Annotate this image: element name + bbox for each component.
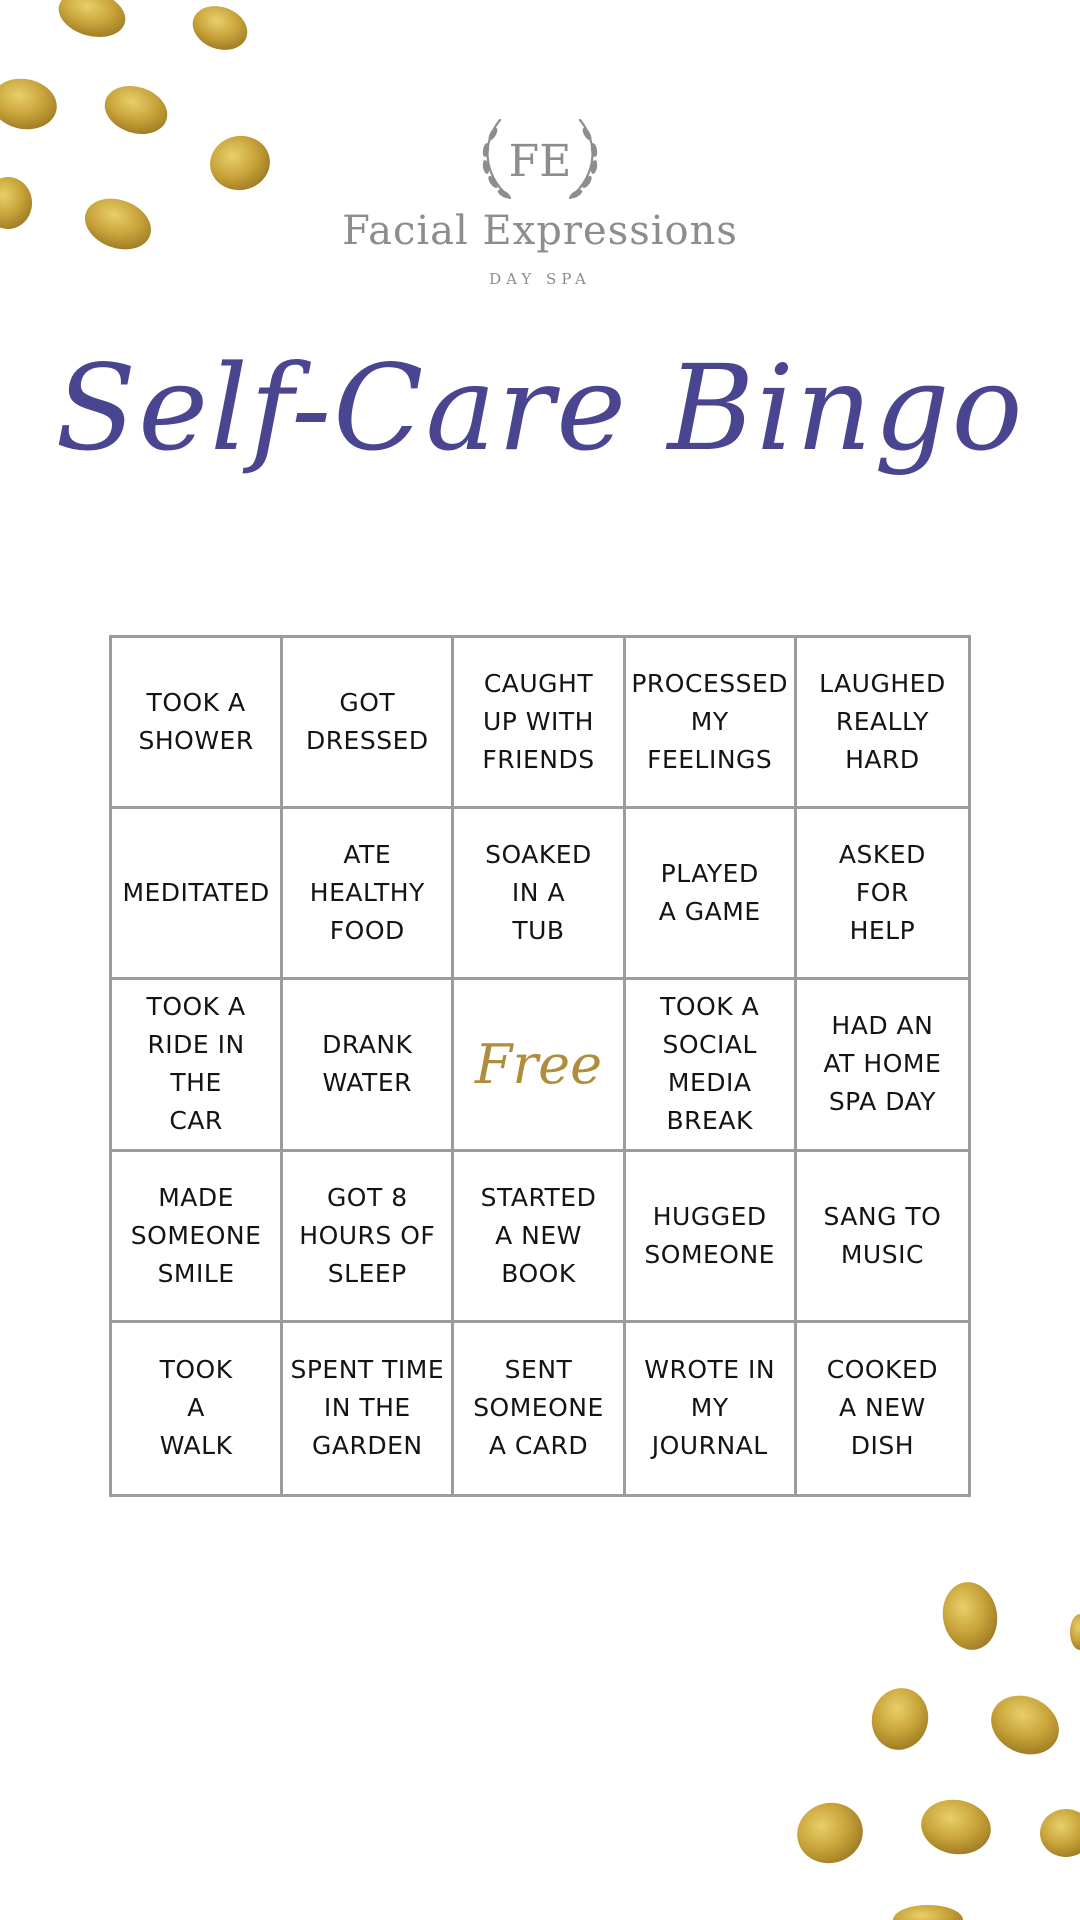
bingo-cell-label: MEDITATED bbox=[122, 878, 270, 908]
bingo-cell bbox=[797, 1323, 968, 1494]
bingo-cell bbox=[626, 638, 797, 809]
bingo-cell-free bbox=[454, 980, 625, 1151]
bingo-cell-label: CAUGHT UP WITH FRIENDS bbox=[482, 669, 595, 775]
bingo-cell bbox=[283, 638, 454, 809]
brand-name: Facial Expressions bbox=[342, 208, 738, 254]
bingo-cell bbox=[283, 809, 454, 980]
bingo-cell-label: SANG TO MUSIC bbox=[823, 1201, 942, 1269]
bingo-cell bbox=[112, 1152, 283, 1323]
bingo-cell bbox=[454, 1323, 625, 1494]
bingo-cell-label: GOT DRESSED bbox=[305, 688, 429, 756]
bingo-cell-label: TOOK A SOCIAL MEDIA BREAK bbox=[660, 992, 760, 1136]
bingo-cell-label: PLAYED A GAME bbox=[658, 859, 761, 927]
bingo-cell-label: TOOK A RIDE IN THE CAR bbox=[146, 992, 246, 1136]
bingo-cell-label: STARTED A NEW BOOK bbox=[480, 1182, 597, 1288]
bingo-cell bbox=[626, 980, 797, 1151]
bingo-cell bbox=[626, 1323, 797, 1494]
brand-subtitle: DAY SPA bbox=[489, 270, 591, 288]
bingo-cell bbox=[797, 980, 968, 1151]
bingo-cell-label: WROTE IN MY JOURNAL bbox=[644, 1355, 776, 1461]
bingo-cell bbox=[283, 1152, 454, 1323]
bingo-cell-label: SPENT TIME IN THE GARDEN bbox=[290, 1355, 445, 1461]
bingo-cell bbox=[797, 809, 968, 980]
free-space-label: Free bbox=[474, 1032, 603, 1096]
bingo-cell bbox=[626, 809, 797, 980]
bingo-cell-label: PROCESSED MY FEELINGS bbox=[631, 669, 789, 775]
bingo-cell-label: DRANK WATER bbox=[322, 1030, 413, 1098]
bingo-cell-label: GOT 8 HOURS OF SLEEP bbox=[299, 1182, 436, 1288]
bingo-cell bbox=[112, 809, 283, 980]
bingo-cell-label: COOKED A NEW DISH bbox=[826, 1355, 939, 1461]
bingo-cell bbox=[112, 1323, 283, 1494]
bingo-cell-label: HUGGED SOMEONE bbox=[644, 1201, 775, 1269]
bingo-cell-label: SENT SOMEONE A CARD bbox=[473, 1355, 604, 1461]
bingo-cell-label: SOAKED IN A TUB bbox=[485, 840, 592, 946]
bingo-grid bbox=[109, 635, 971, 1497]
bingo-cell bbox=[283, 1323, 454, 1494]
bingo-cell bbox=[797, 1152, 968, 1323]
bingo-cell bbox=[454, 809, 625, 980]
bingo-cell-label: ATE HEALTHY FOOD bbox=[309, 840, 425, 946]
laurel-wreath-icon bbox=[470, 112, 610, 212]
bingo-cell bbox=[626, 1152, 797, 1323]
bingo-cell bbox=[112, 638, 283, 809]
bingo-cell-label: LAUGHED REALLY HARD bbox=[819, 669, 946, 775]
bingo-cell bbox=[283, 980, 454, 1151]
bingo-cell-label: TOOK A WALK bbox=[159, 1355, 233, 1461]
bingo-cell-label: MADE SOMEONE SMILE bbox=[130, 1182, 262, 1288]
logo-monogram: FE bbox=[508, 136, 572, 187]
bingo-cell bbox=[112, 980, 283, 1151]
page-title: Self-Care Bingo bbox=[55, 339, 1025, 477]
bingo-cell bbox=[454, 638, 625, 809]
bingo-cell-label: ASKED FOR HELP bbox=[838, 840, 926, 946]
bingo-cell-label: HAD AN AT HOME SPA DAY bbox=[823, 1011, 942, 1117]
bingo-cell-label: TOOK A SHOWER bbox=[138, 688, 254, 756]
bingo-cell bbox=[797, 638, 968, 809]
bingo-cell bbox=[454, 1152, 625, 1323]
